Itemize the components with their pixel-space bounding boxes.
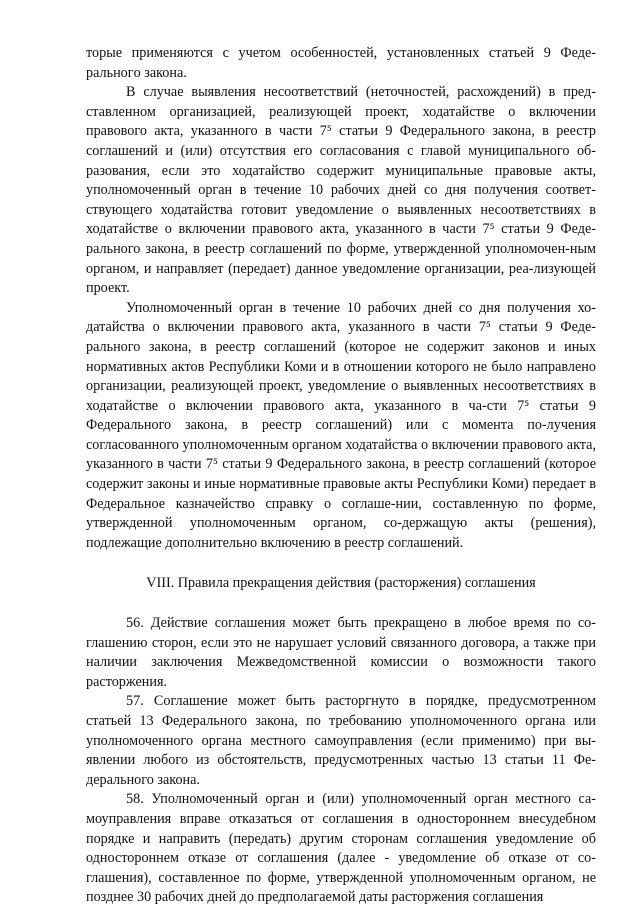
paragraph-58: 58. Уполномоченный орган и (или) уполномоченный орган местного са-моуправления вправе отказаться от соглашения в одностороннем внесудебном порядке и направить (передать) другим сторонам соглашения уведомление об одностороннем отказе от соглашения (далее - уведомление об отказе от со-глашения), составленное по форме, утвержденной уполномоченным органом, не позднее 30 рабочих дней до предполагаемой даты расторжения соглашения (86, 791, 596, 906)
section-heading: VIII. Правила прекращения действия (расторжения) соглашения (146, 575, 536, 592)
paragraph-authorized-body: Уполномоченный орган в течение 10 рабочих дней со дня получения хо-датайства о включении правового акта, указанного в части 7⁵ статьи 9 Феде-рального закона, в реестр соглашений (которое не содержит законов и иных нормативных актов Республики Коми и в отношении которого не было направлено организации, реализующей проект, уведомление о выявленных несоответствиях в ходатайстве о включении правового акта, указанного в ча-сти 7⁵ статьи 9 Федерального закона, в реестр соглашений) или с момента по-лучения согласованного уполномоченным органом ходатайства о включении правового акта, указанного в части 7⁵ статьи 9 Федерального закона, в реестр соглашений (которое содержит законы и иные нормативные правовые акты Республики Коми) передает в Федеральное казначейство справку о соглаше-нии, составленную по форме, утвержденной уполномоченным органом, со-держащую акты (решения), подлежащие дополнительно включению в реестр соглашений. (86, 299, 596, 551)
document-body (86, 44, 596, 908)
paragraph-56: 56. Действие соглашения может быть прекращено в любое время по со-глашению сторон, если это не нарушает условий связанного договора, а также при наличии заключения Межведомственной комиссии о возможности такого расторжения. (86, 615, 596, 690)
paragraph-discrepancies: В случае выявления несоответствий (неточностей, расхождений) в пред-ставленном организацией, реализующей проект, ходатайстве о включении правового акта, указанного в части 7⁵ статьи 9 Федерального закона, в реестр соглашений и (или) отсутствия его согласования с главой муниципального об-разования, если это ходатайство содержит муниципальные правовые акты, уполномоченный орган в течение 10 рабочих дней со дня получения соответ-ствующего ходатайства готовит уведомление о выявленных несоответствиях в ходатайстве о включении правового акта, указанного в части 7⁵ статьи 9 Феде-рального закона, в реестр соглашений по форме, утвержденной уполномочен-ным органом, и направляет (передает) данное уведомление организации, реа-лизующей проект. (86, 84, 596, 297)
paragraph-continuation: торые применяются с учетом особенностей, установленных статьей 9 Феде-ральногo закона. (86, 45, 596, 81)
paragraph-57: 57. Соглашение может быть расторгнуто в порядке, предусмотренном статьей 13 Федерального закона, по требованию уполномоченного органа или уполномоченного органа местного самоуправления (если применимо) при вы-явлении любого из обстоятельств, предусмотренных частью 13 статьи 11 Фе-дерального закона. (86, 693, 596, 788)
